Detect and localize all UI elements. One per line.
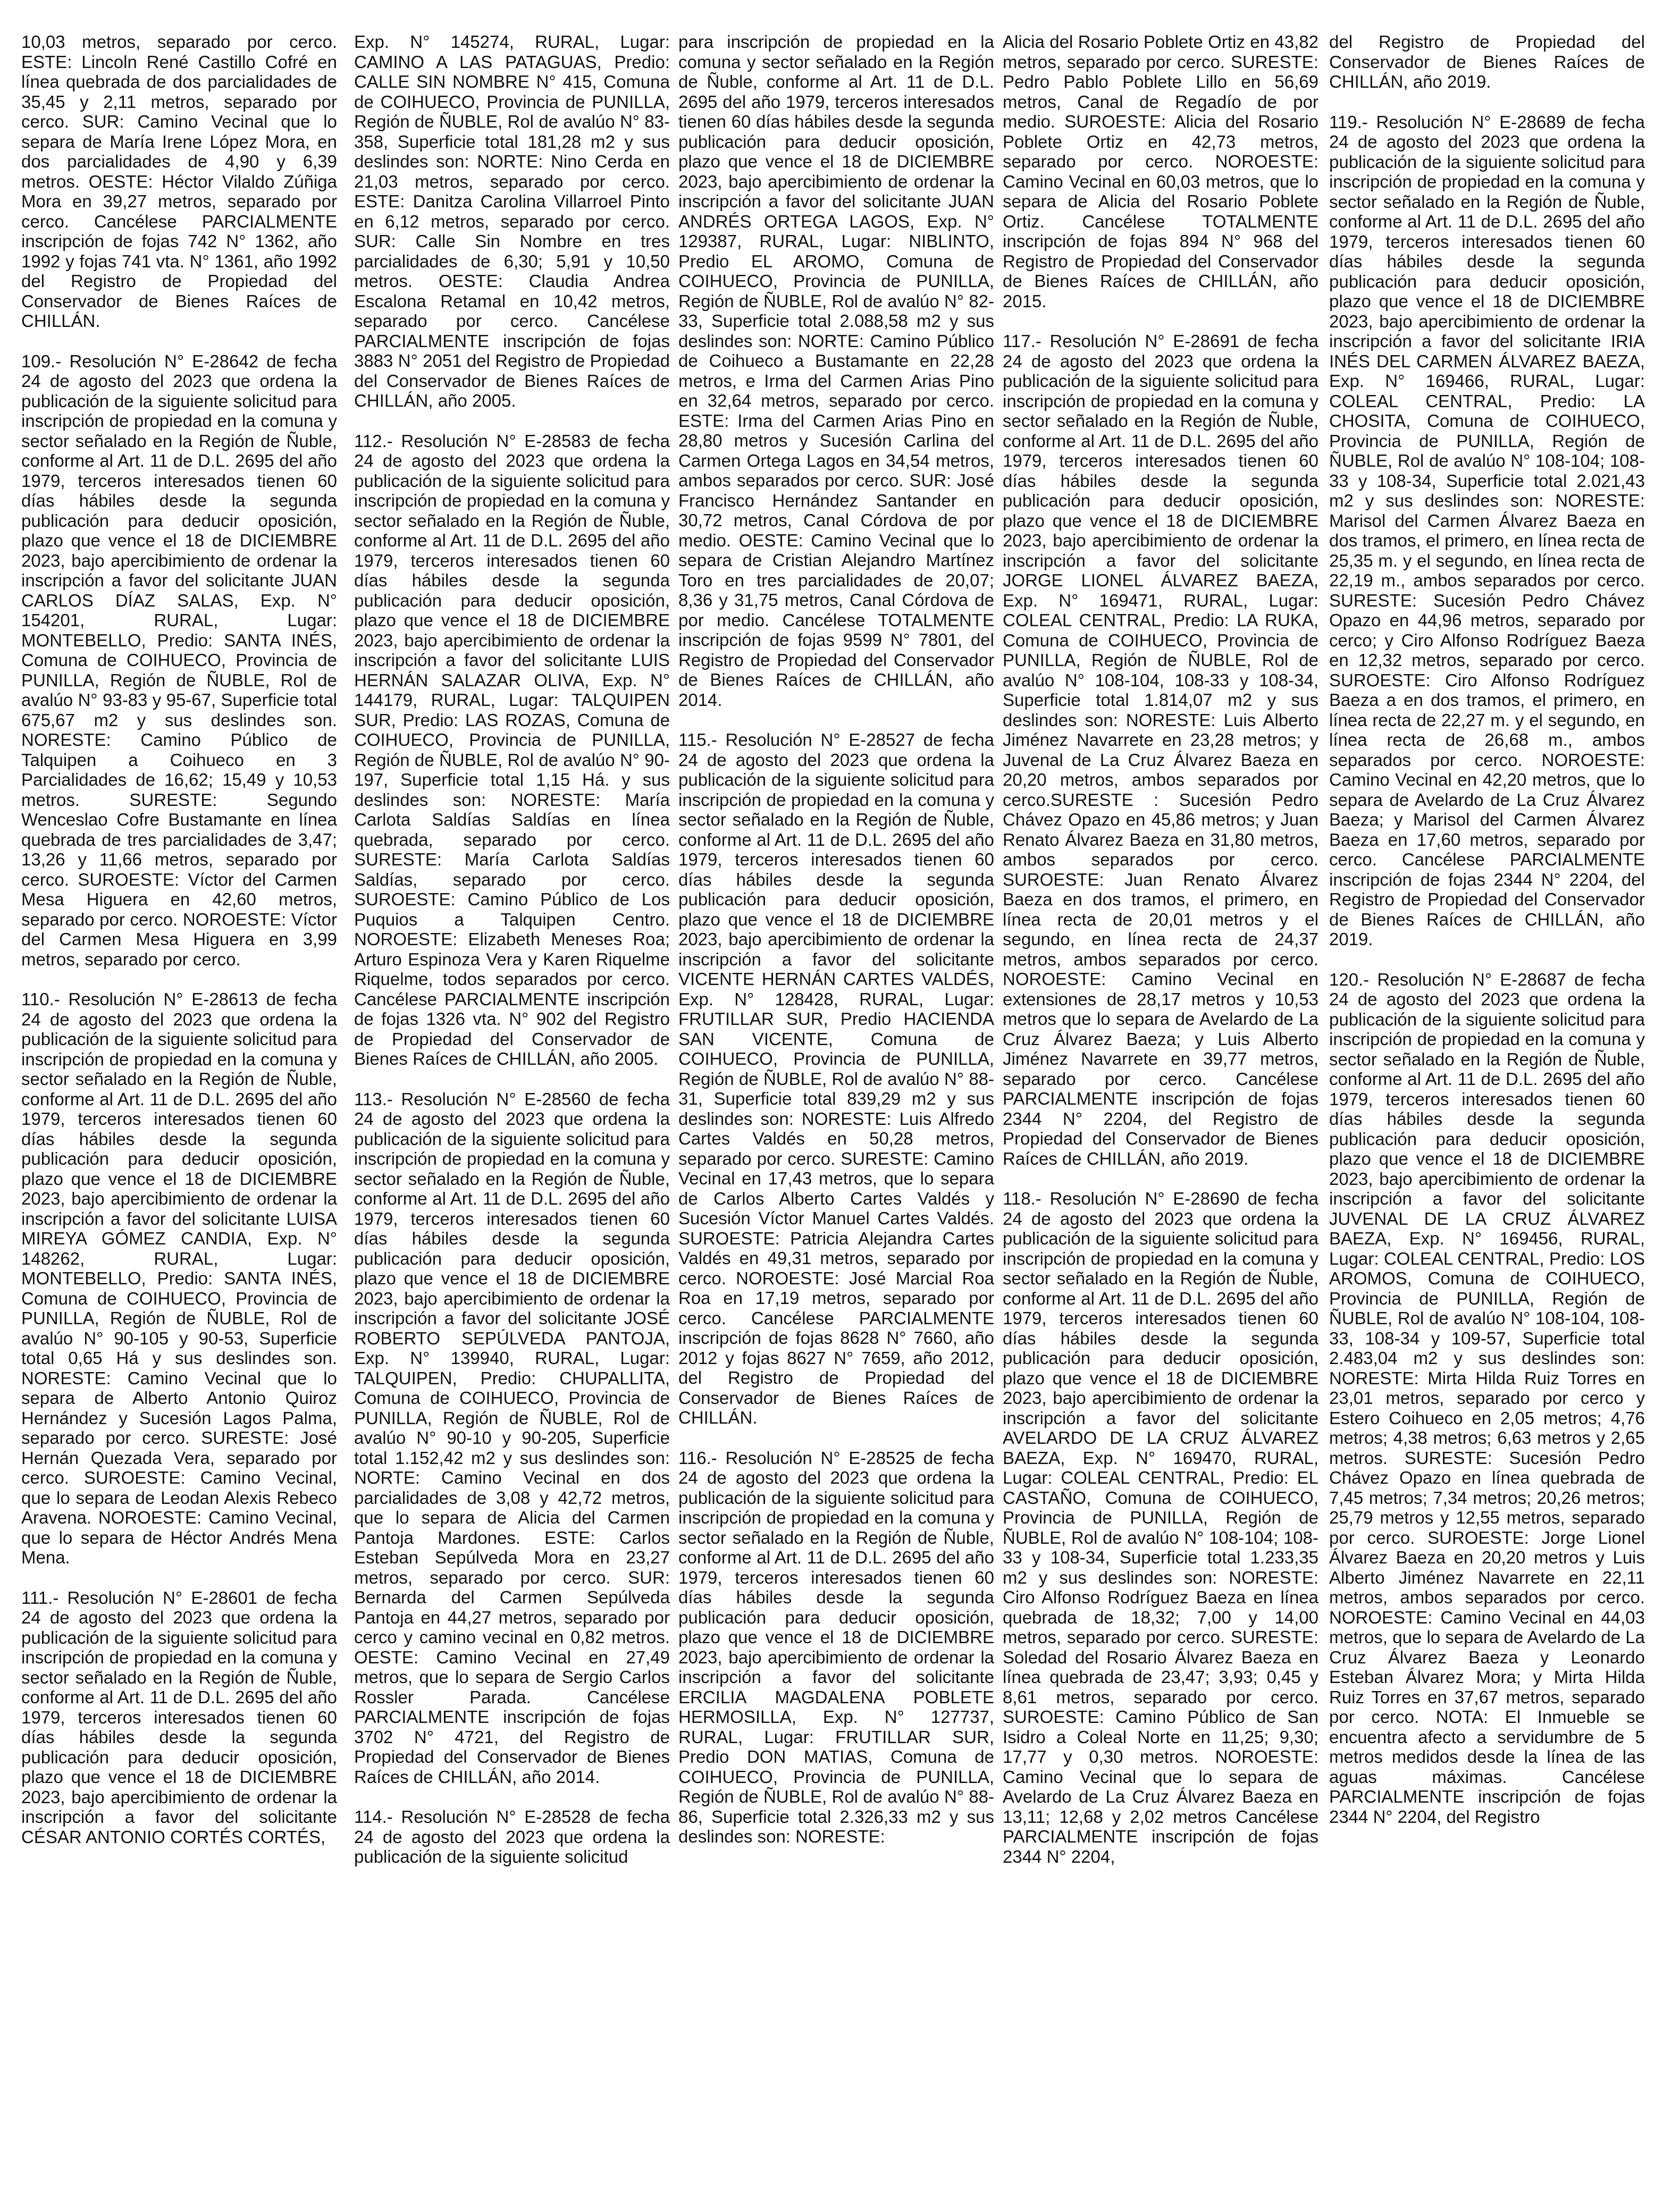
notice-110: 110.- Resolución N° E-28613 de fecha 24 de agosto del 2023 que ordena la publicación de la siguiente solicitud para inscripción de propiedad en la comuna y sector señalado en la Región de Ñuble, conforme al Art. 11 de D.L. 2695 del año 1979, terceros interesados tienen 60 días hábiles desde la segunda publicación para deducir oposición, plazo que vence el 18 de DICIEMBRE 2023, bajo apercibimiento de ordenar la inscripción a favor del solicitante LUISA MIREYA GÓMEZ CANDIA, Exp. N° 148262, RURAL, Lugar: MONTEBELLO, Predio: SANTA INÉS, Comuna de COIHUECO, Provincia de PUNILLA, Región de ÑUBLE, Rol de avalúo N° 90-105 y 90-53, Superficie total 0,65 Há y sus deslindes son. NORESTE: Camino Vecinal que lo separa de Alberto Antonio Quiroz Hernández y Sucesión Lagos Palma, separado por cerco. SURESTE: José Hernán Quezada Vera, separado por cerco. SUROESTE: Camino Vecinal, que lo separa de Leodan Alexis Rebeco Aravena. NOROESTE: Camino Vecinal, que lo separa de Héctor Andrés Mena Mena. bbox=[21, 989, 337, 1567]
column-3 bbox=[678, 32, 994, 1867]
column-1 bbox=[21, 32, 337, 1867]
notice-120: 120.- Resolución N° E-28687 de fecha 24 de agosto del 2023 que ordena la publicación de la siguiente solicitud para inscripción de propiedad en la comuna y sector señalado en la Región de Ñuble, conforme al Art. 11 de D.L. 2695 del año 1979, terceros interesados tienen 60 días hábiles desde la segunda publicación para deducir oposición, plazo que vence el 18 de DICIEMBRE 2023, bajo apercibimiento de ordenar la inscripción a favor del solicitante JUVENAL DE LA CRUZ ÁLVAREZ BAEZA, Exp. N° 169456, RURAL, Lugar: COLEAL CENTRAL, Predio: LOS AROMOS, Comuna de COIHUECO, Provincia de PUNILLA, Región de ÑUBLE, Rol de avalúo N° 108-104, 108-33, 108-34 y 109-57, Superficie total 2.483,04 m2 y sus deslindes son: NORESTE: Mirta Hilda Ruiz Torres en 23,01 metros, separado por cerco y Estero Coihueco en 2,05 metros; 4,76 metros; 4,38 metros; 6,63 metros y 2,65 metros. SURESTE: Sucesión Pedro Chávez Opazo en línea quebrada de 7,45 metros; 7,34 metros; 20,26 metros; 25,79 metros y 12,55 metros, separado por cerco. SUROESTE: Jorge Lionel Álvarez Baeza en 20,20 metros y Luis Alberto Jiménez Navarrete en 22,11 metros, ambos separados por cerco. NOROESTE: Camino Vecinal en 44,03 metros, que lo separa de Avelardo de La Cruz Álvarez Baeza y Leonardo Esteban Álvarez Mora; y Mirta Hilda Ruiz Torres en 37,67 metros, separado por cerco. NOTA: El Inmueble se encuentra afecto a servidumbre de 5 metros medidos desde la línea de las aguas máximas. Cancélese PARCIALMENTE inscripción de fojas 2344 N° 2204, del Registro bbox=[1329, 969, 1645, 1827]
column-5 bbox=[1329, 32, 1645, 1847]
notice-paragraph: del Registro de Propiedad del Conservador de Bienes Raíces de CHILLÁN, año 2019. bbox=[1329, 32, 1645, 91]
column-2 bbox=[354, 32, 670, 1887]
notice-118: 118.- Resolución N° E-28690 de fecha 24 de agosto del 2023 que ordena la publicación de la siguiente solicitud para inscripción de propiedad en la comuna y sector señalado en la Región de Ñuble, conforme al Art. 11 de D.L. 2695 del año 1979, terceros interesados tienen 60 días hábiles desde la segunda publicación para deducir oposición, plazo que vence el 18 de DICIEMBRE 2023, bajo apercibimiento de ordenar la inscripción a favor del solicitante AVELARDO DE LA CRUZ ÁLVAREZ BAEZA, Exp. N° 169470, RURAL, Lugar: COLEAL CENTRAL, Predio: EL CASTAÑO, Comuna de COIHUECO, Provincia de PUNILLA, Región de ÑUBLE, Rol de avalúo N° 108-104; 108-33 y 108-34, Superficie total 1.233,35 m2 y sus deslindes son: NORESTE: Ciro Alfonso Rodríguez Baeza en línea quebrada de 18,32; 7,00 y 14,00 metros, separado por cerco. SURESTE: Soledad del Rosario Álvarez Baeza en línea quebrada de 23,47; 3,93; 0,45 y 8,61 metros, separado por cerco. SUROESTE: Camino Público de San Isidro a Coleal Norte en 11,25; 9,30; 17,77 y 0,30 metros. NOROESTE: Camino Vecinal que lo separa de Avelardo de La Cruz Álvarez Baeza en 13,11; 12,68 y 2,02 metros Cancélese PARCIALMENTE inscripción de fojas 2344 N° 2204, bbox=[1003, 1189, 1318, 1866]
notice-114: 114.- Resolución N° E-28528 de fecha 24 de agosto del 2023 que ordena la publicación de la siguiente solicitud bbox=[354, 1807, 670, 1866]
notice-117: 117.- Resolución N° E-28691 de fecha 24 de agosto del 2023 que ordena la publicación de la siguiente solicitud para inscripción de propiedad en la comuna y sector señalado en la Región de Ñuble, conforme al Art. 11 de D.L. 2695 del año 1979, terceros interesados tienen 60 días hábiles desde la segunda publicación para deducir oposición, plazo que vence el 18 de DICIEMBRE 2023, bajo apercibimiento de ordenar la inscripción a favor del solicitante JORGE LIONEL ÁLVAREZ BAEZA, Exp. N° 169471, RURAL, Lugar: COLEAL CENTRAL, Predio: LA RUKA, Comuna de COIHUECO, Provincia de PUNILLA, Región de ÑUBLE, Rol de avalúo N° 108-104, 108-33 y 108-34, Superficie total 1.814,07 m2 y sus deslindes son: NORESTE: Luis Alberto Jiménez Navarrete en 23,28 metros; y Juvenal de La Cruz Álvarez Baeza en 20,20 metros, ambos separados por cerco.SURESTE : Sucesión Pedro Chávez Opazo en 45,86 metros; y Juan Renato Álvarez Baeza en 31,80 metros, ambos separados por cerco. SUROESTE: Juan Renato Álvarez Baeza en dos tramos, el primero, en línea recta de 20,01 metros y el segundo, en línea recta de 24,37 metros, ambos separados por cerco. NOROESTE: Camino Vecinal en extensiones de 28,17 metros y 10,53 metros que lo separa de Avelardo de La Cruz Álvarez Baeza; y Luis Alberto Jiménez Navarrete en 39,77 metros, separado por cerco. Cancélese PARCIALMENTE inscripción de fojas 2344 N° 2204, del Registro de Propiedad del Conservador de Bienes Raíces de CHILLÁN, año 2019. bbox=[1003, 331, 1318, 1168]
notice-paragraph: para inscripción de propiedad en la comuna y sector señalado en la Región de Ñuble, conforme al Art. 11 de D.L. 2695 del año 1979, terceros interesados tienen 60 días hábiles desde la segunda publicación para deducir oposición, plazo que vence el 18 de DICIEMBRE 2023, bajo apercibimiento de ordenar la inscripción a favor del solicitante JUAN ANDRÉS ORTEGA LAGOS, Exp. N° 129387, RURAL, Lugar: NIBLINTO, Predio EL AROMO, Comuna de COIHUECO, Provincia de PUNILLA, Región de ÑUBLE, Rol de avalúo N° 82-33, Superficie total 2.088,58 m2 y sus deslindes son: NORTE: Camino Público de Coihueco a Bustamante en 22,28 metros, e Irma del Carmen Arias Pino en 32,64 metros, separado por cerco. ESTE: Irma del Carmen Arias Pino en 28,80 metros y Sucesión Carlina del Carmen Ortega Lagos en 34,54 metros, ambos separados por cerco. SUR: José Francisco Hernández Santander en 30,72 metros, Canal Córdova de por medio. OESTE: Camino Vecinal que lo separa de Cristian Alejandro Martínez Toro en tres parcialidades de 20,07; 8,36 y 31,75 metros, Canal Córdova de por medio. Cancélese TOTALMENTE inscripción de fojas 9599 N° 7801, del Registro de Propiedad del Conservador de Bienes Raíces de CHILLÁN, año 2014. bbox=[678, 32, 994, 710]
notice-paragraph: 10,03 metros, separado por cerco. ESTE: Lincoln René Castillo Cofré en línea quebrada de dos parcialidades de 35,45 y 2,11 metros, separado por cerco. SUR: Camino Vecinal que lo separa de María Irene López Mora, en dos parcialidades de 4,90 y 6,39 metros. OESTE: Héctor Vilaldo Zúñiga Mora en 39,27 metros, separado por cerco. Cancélese PARCIALMENTE inscripción de fojas 742 N° 1362, año 1992 y fojas 741 vta. N° 1361, año 1992 del Registro de Propiedad del Conservador de Bienes Raíces de CHILLÁN. bbox=[21, 32, 337, 331]
notice-119: 119.- Resolución N° E-28689 de fecha 24 de agosto del 2023 que ordena la publicación de la siguiente solicitud para inscripción de propiedad en la comuna y sector señalado en la Región de Ñuble, conforme al Art. 11 de D.L. 2695 del año 1979, terceros interesados tienen 60 días hábiles desde la segunda publicación para deducir oposición, plazo que vence el 18 de DICIEMBRE 2023, bajo apercibimiento de ordenar la inscripción a favor del solicitante IRIA INÉS DEL CARMEN ÁLVAREZ BAEZA, Exp. N° 169466, RURAL, Lugar: COLEAL CENTRAL, Predio: LA CHOSITA, Comuna de COIHUECO, Provincia de PUNILLA, Región de ÑUBLE, Rol de avalúo N° 108-104; 108-33 y 108-34, Superficie total 2.021,43 m2 y sus deslindes son: NORESTE: Marisol del Carmen Álvarez Baeza en dos tramos, el primero, en línea recta de 25,35 m. y el segundo, en línea recta de 22,19 m., ambos separados por cerco. SURESTE: Sucesión Pedro Chávez Opazo en 44,96 metros, separado por cerco; y Ciro Alfonso Rodríguez Baeza en 12,32 metros, separado por cerco. SUROESTE: Ciro Alfonso Rodríguez Baeza a en dos tramos, el primero, en línea recta de 22,27 m. y el segundo, en línea recta de 26,68 m., ambos separados por cerco. NOROESTE: Camino Vecinal en 42,20 metros, que lo separa de Avelardo de La Cruz Álvarez Baeza; y Marisol del Carmen Álvarez Baeza en 17,60 metros, separado por cerco. Cancélese PARCIALMENTE inscripción de fojas 2344 N° 2204, del Registro de Propiedad del Conservador de Bienes Raíces de CHILLÁN, año 2019. bbox=[1329, 112, 1645, 949]
column-4 bbox=[1003, 32, 1318, 1887]
notice-113: 113.- Resolución N° E-28560 de fecha 24 de agosto del 2023 que ordena la publicación de la siguiente solicitud para inscripción de propiedad en la comuna y sector señalado en la Región de Ñuble, conforme al Art. 11 de D.L. 2695 del año 1979, terceros interesados tienen 60 días hábiles desde la segunda publicación para deducir oposición, plazo que vence el 18 de DICIEMBRE 2023, bajo apercibimiento de ordenar la inscripción a favor del solicitante JOSÉ ROBERTO SEPÚLVEDA PANTOJA, Exp. N° 139940, RURAL, Lugar: TALQUIPEN, Predio: CHUPALLITA, Comuna de COIHUECO, Provincia de PUNILLA, Región de ÑUBLE, Rol de avalúo N° 90-10 y 90-205, Superficie total 1.152,42 m2 y sus deslindes son: NORTE: Camino Vecinal en dos parcialidades de 3,08 y 42,72 metros, que lo separa de Alicia del Carmen Pantoja Mardones. ESTE: Carlos Esteban Sepúlveda Mora en 23,27 metros, separado por cerco. SUR: Bernarda del Carmen Sepúlveda Pantoja en 44,27 metros, separado por cerco y camino vecinal en 0,82 metros. OESTE: Camino Vecinal en 27,49 metros, que lo separa de Sergio Carlos Rossler Parada. Cancélese PARCIALMENTE inscripción de fojas 3702 N° 4721, del Registro de Propiedad del Conservador de Bienes Raíces de CHILLÁN, año 2014. bbox=[354, 1089, 670, 1787]
notice-paragraph: Exp. N° 145274, RURAL, Lugar: CAMINO A LAS PATAGUAS, Predio: CALLE SIN NOMBRE N° 415, Comuna de COIHUECO, Provincia de PUNILLA, Región de ÑUBLE, Rol de avalúo N° 83-358, Superficie total 181,28 m2 y sus deslindes son: NORTE: Nino Cerda en 21,03 metros, separado por cerco. ESTE: Danitza Carolina Villarroel Pinto en 6,12 metros, separado por cerco. SUR: Calle Sin Nombre en tres parcialidades de 6,30; 5,91 y 10,50 metros. OESTE: Claudia Andrea Escalona Retamal en 10,42 metros, separado por cerco. Cancélese PARCIALMENTE inscripción de fojas 3883 N° 2051 del Registro de Propiedad del Conservador de Bienes Raíces de CHILLÁN, año 2005. bbox=[354, 32, 670, 410]
notice-111: 111.- Resolución N° E-28601 de fecha 24 de agosto del 2023 que ordena la publicación de la siguiente solicitud para inscripción de propiedad en la comuna y sector señalado en la Región de Ñuble, conforme al Art. 11 de D.L. 2695 del año 1979, terceros interesados tienen 60 días hábiles desde la segunda publicación para deducir oposición, plazo que vence el 18 de DICIEMBRE 2023, bajo apercibimiento de ordenar la inscripción a favor del solicitante CÉSAR ANTONIO CORTÉS CORTÉS, bbox=[21, 1587, 337, 1847]
notice-112: 112.- Resolución N° E-28583 de fecha 24 de agosto del 2023 que ordena la publicación de la siguiente solicitud para inscripción de propiedad en la comuna y sector señalado en la Región de Ñuble, conforme al Art. 11 de D.L. 2695 del año 1979, terceros interesados tienen 60 días hábiles desde la segunda publicación para deducir oposición, plazo que vence el 18 de DICIEMBRE 2023, bajo apercibimiento de ordenar la inscripción a favor del solicitante LUIS HERNÁN SALAZAR OLIVA, Exp. N° 144179, RURAL, Lugar: TALQUIPEN SUR, Predio: LAS ROZAS, Comuna de COIHUECO, Provincia de PUNILLA, Región de ÑUBLE, Rol de avalúo N° 90-197, Superficie total 1,15 Há. y sus deslindes son: NORESTE: María Carlota Saldías Saldías en línea quebrada, separado por cerco. SURESTE: María Carlota Saldías Saldías, separado por cerco. SUROESTE: Camino Público de Los Puquios a Talquipen Centro. NOROESTE: Elizabeth Meneses Roa; Arturo Espinoza Vera y Karen Riquelme Riquelme, todos separados por cerco. Cancélese PARCIALMENTE inscripción de fojas 1326 vta. N° 902 del Registro de Propiedad del Conservador de Bienes Raíces de CHILLÁN, año 2005. bbox=[354, 431, 670, 1069]
notice-116: 116.- Resolución N° E-28525 de fecha 24 de agosto del 2023 que ordena la publicación de la siguiente solicitud para inscripción de propiedad en la comuna y sector señalado en la Región de Ñuble, conforme al Art. 11 de D.L. 2695 del año 1979, terceros interesados tienen 60 días hábiles desde la segunda publicación para deducir oposición, plazo que vence el 18 de DICIEMBRE 2023, bajo apercibimiento de ordenar la inscripción a favor del solicitante ERCILIA MAGDALENA POBLETE HERMOSILLA, Exp. N° 127737, RURAL, Lugar: FRUTILLAR SUR, Predio DON MATIAS, Comuna de COIHUECO, Provincia de PUNILLA, Región de ÑUBLE, Rol de avalúo N° 88-86, Superficie total 2.326,33 m2 y sus deslindes son: NORESTE: bbox=[678, 1448, 994, 1846]
notice-109: 109.- Resolución N° E-28642 de fecha 24 de agosto del 2023 que ordena la publicación de la siguiente solicitud para inscripción de propiedad en la comuna y sector señalado en la Región de Ñuble, conforme al Art. 11 de D.L. 2695 del año 1979, terceros interesados tienen 60 días hábiles desde la segunda publicación para deducir oposición, plazo que vence el 18 de DICIEMBRE 2023, bajo apercibimiento de ordenar la inscripción a favor del solicitante JUAN CARLOS DÍAZ SALAS, Exp. N° 154201, RURAL, Lugar: MONTEBELLO, Predio: SANTA INÉS, Comuna de COIHUECO, Provincia de PUNILLA, Región de ÑUBLE, Rol de avalúo N° 93-83 y 95-67, Superficie total 675,67 m2 y sus deslindes son. NORESTE: Camino Público de Talquipen a Coihueco en 3 Parcialidades de 16,62; 15,49 y 10,53 metros. SURESTE: Segundo Wenceslao Cofre Bustamante en línea quebrada de tres parcialidades de 3,47; 13,26 y 11,66 metros, separado por cerco. SUROESTE: Víctor del Carmen Mesa Higuera en 42,60 metros, separado por cerco. NOROESTE: Víctor del Carmen Mesa Higuera en 3,99 metros, separado por cerco. bbox=[21, 351, 337, 969]
notice-paragraph: Alicia del Rosario Poblete Ortiz en 43,82 metros, separado por cerco. SURESTE: Pedro Pablo Poblete Lillo en 56,69 metros, Canal de Regadío de por medio. SUROESTE: Alicia del Rosario Poblete Ortiz en 42,73 metros, separado por cerco. NOROESTE: Camino Vecinal en 60,03 metros, que lo separa de Alicia del Rosario Poblete Ortiz. Cancélese TOTALMENTE inscripción de fojas 894 N° 968 del Registro de Propiedad del Conservador de Bienes Raíces de CHILLÁN, año 2015. bbox=[1003, 32, 1318, 311]
notice-115: 115.- Resolución N° E-28527 de fecha 24 de agosto del 2023 que ordena la publicación de la siguiente solicitud para inscripción de propiedad en la comuna y sector señalado en la Región de Ñuble, conforme al Art. 11 de D.L. 2695 del año 1979, terceros interesados tienen 60 días hábiles desde la segunda publicación para deducir oposición, plazo que vence el 18 de DICIEMBRE 2023, bajo apercibimiento de ordenar la inscripción a favor del solicitante VICENTE HERNÁN CARTES VALDÉS, Exp. N° 128428, RURAL, Lugar: FRUTILLAR SUR, Predio HACIENDA SAN VICENTE, Comuna de COIHUECO, Provincia de PUNILLA, Región de ÑUBLE, Rol de avalúo N° 88-31, Superficie total 839,29 m2 y sus deslindes son: NORESTE: Luis Alfredo Cartes Valdés en 50,28 metros, separado por cerco. SURESTE: Camino Vecinal en 17,43 metros, que lo separa de Carlos Alberto Cartes Valdés y Sucesión Víctor Manuel Cartes Valdés. SUROESTE: Patricia Alejandra Cartes Valdés en 49,31 metros, separado por cerco. NOROESTE: José Marcial Roa Roa en 17,19 metros, separado por cerco. Cancélese PARCIALMENTE inscripción de fojas 8628 N° 7660, año 2012 y fojas 8627 N° 7659, año 2012, del Registro de Propiedad del Conservador de Bienes Raíces de CHILLÁN. bbox=[678, 730, 994, 1427]
